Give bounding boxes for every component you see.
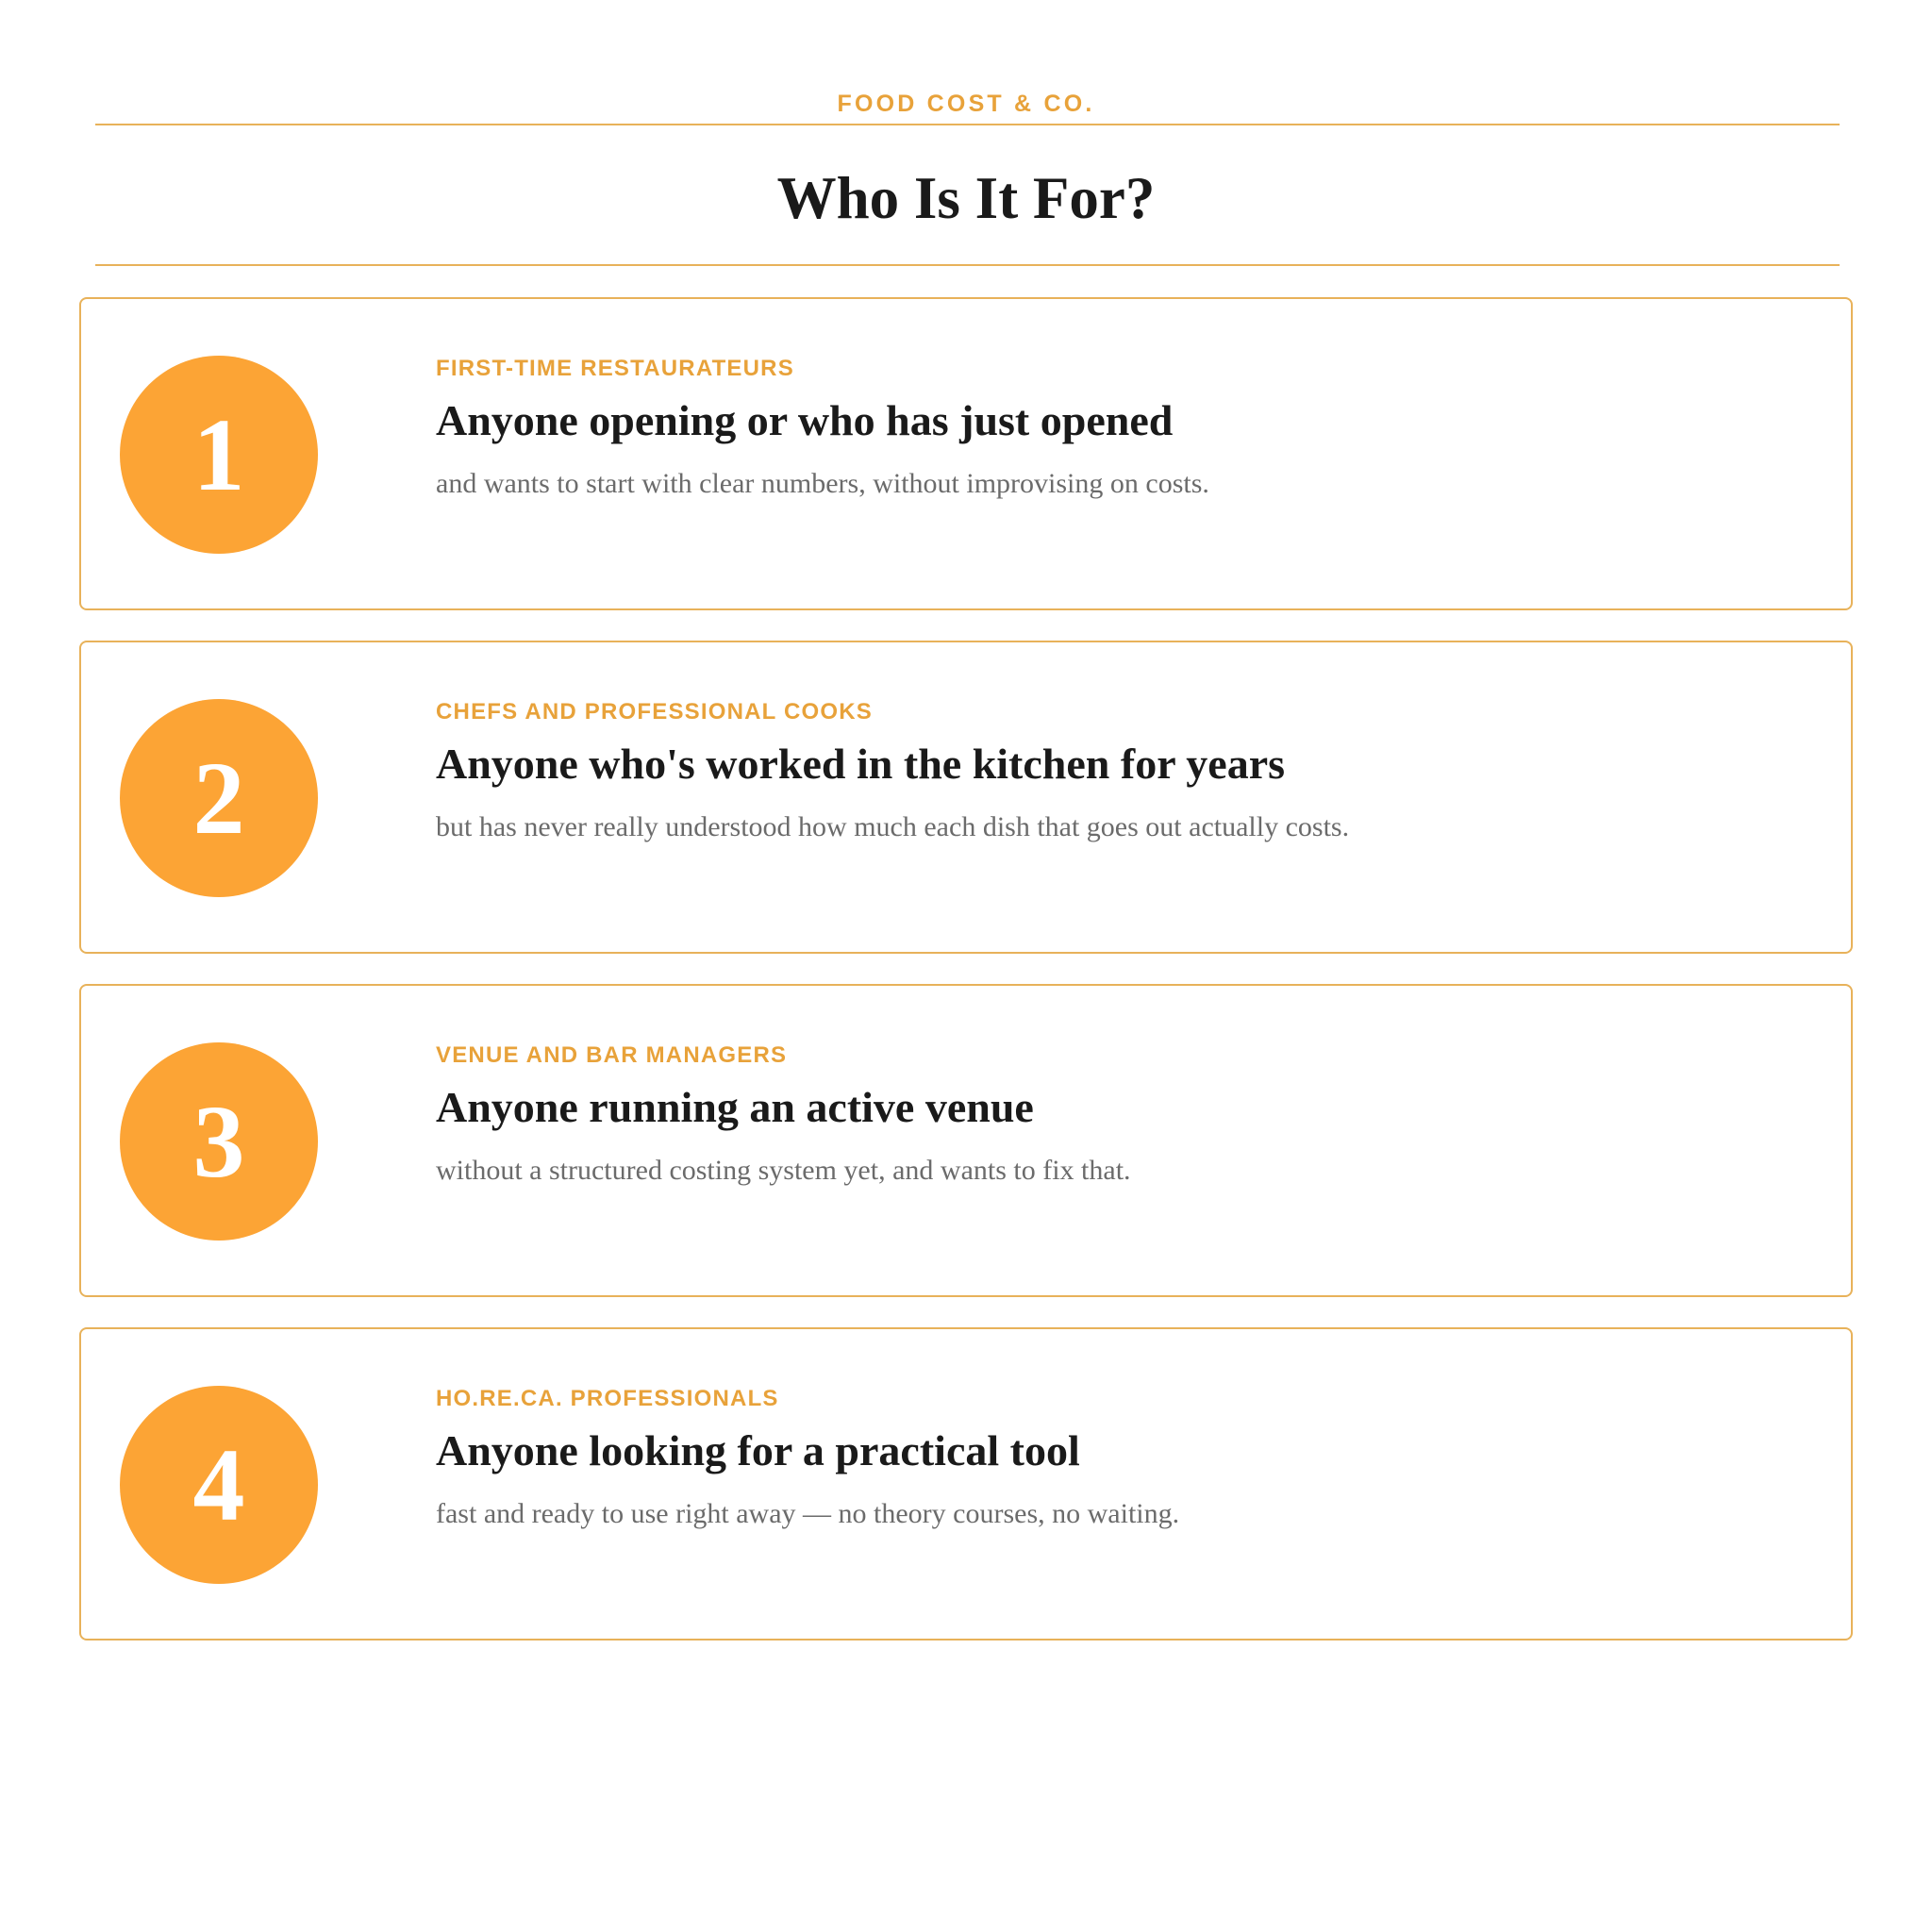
card-eyebrow: CHEFS AND PROFESSIONAL COOKS bbox=[436, 699, 873, 724]
card-heading: Anyone running an active venue bbox=[436, 1083, 1034, 1131]
card-heading: Anyone who's worked in the kitchen for years bbox=[436, 740, 1286, 788]
number-badge: 4 bbox=[120, 1386, 318, 1584]
card-description: and wants to start with clear numbers, without improvising on costs. bbox=[436, 468, 1209, 499]
brand-name: FOOD COST & CO. bbox=[837, 91, 1095, 117]
page-title: Who Is It For? bbox=[776, 165, 1156, 231]
card-heading: Anyone opening or who has just opened bbox=[436, 396, 1174, 444]
audience-card-2 bbox=[79, 641, 1853, 954]
card-description: but has never really understood how much each dish that goes out actually costs. bbox=[436, 811, 1350, 842]
number-badge: 2 bbox=[120, 699, 318, 897]
number-badge: 1 bbox=[120, 356, 318, 554]
card-description: without a structured costing system yet, and wants to fix that. bbox=[436, 1155, 1131, 1186]
header-divider-top bbox=[95, 124, 1840, 125]
number-badge: 3 bbox=[120, 1042, 318, 1241]
card-eyebrow: FIRST-TIME RESTAURATEURS bbox=[436, 356, 794, 381]
audience-card-1 bbox=[79, 297, 1853, 610]
audience-card-3 bbox=[79, 984, 1853, 1297]
card-eyebrow: HO.RE.CA. PROFESSIONALS bbox=[436, 1386, 779, 1411]
card-description: fast and ready to use right away — no theory courses, no waiting. bbox=[436, 1498, 1180, 1529]
audience-card-4 bbox=[79, 1327, 1853, 1641]
card-heading: Anyone looking for a practical tool bbox=[436, 1426, 1080, 1474]
header-divider-bottom bbox=[95, 264, 1840, 266]
card-eyebrow: VENUE AND BAR MANAGERS bbox=[436, 1042, 788, 1068]
